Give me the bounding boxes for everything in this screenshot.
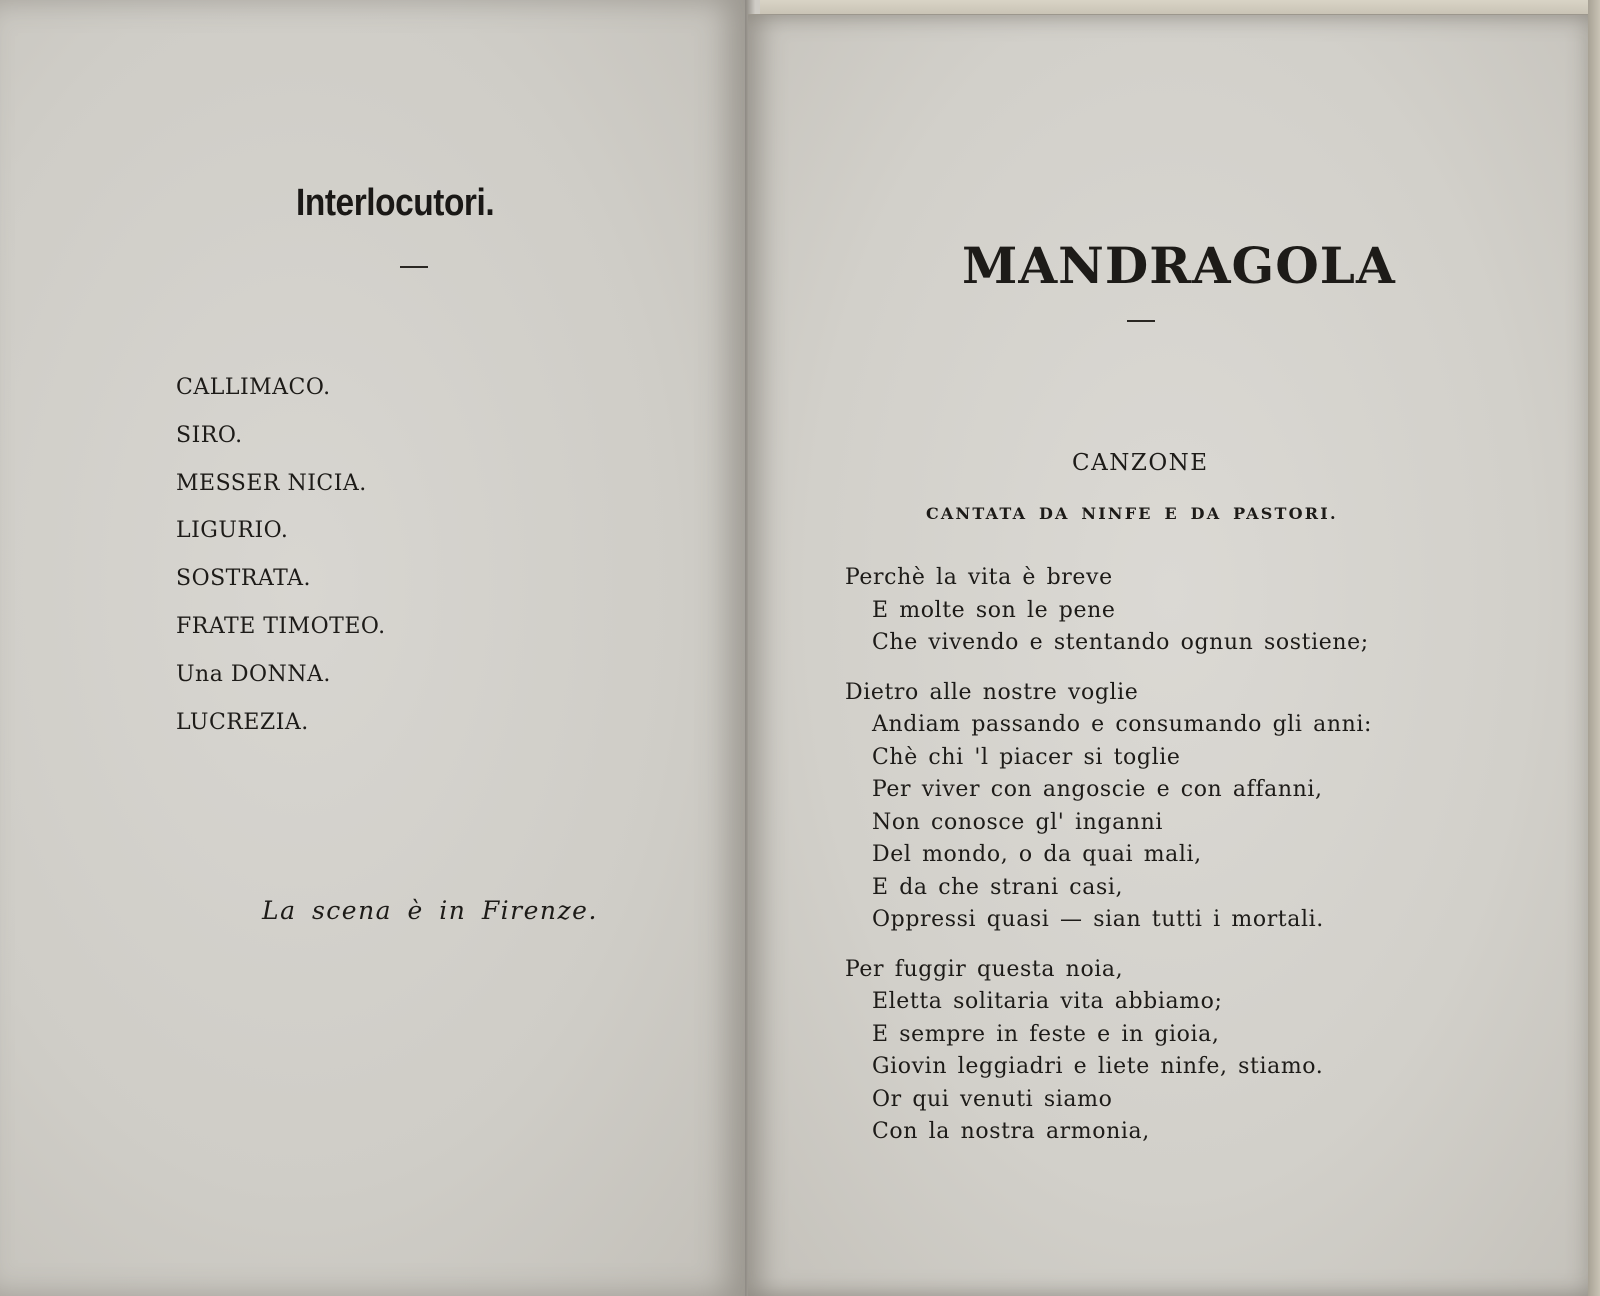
character-item: CALLIMACO. — [176, 375, 331, 400]
character-item: MESSER NICIA. — [176, 470, 367, 496]
character-item: FRATE TIMOTEO. — [176, 613, 386, 639]
poem-line: E da che strani casi, — [872, 874, 1124, 900]
character-item: SIRO. — [176, 422, 243, 448]
page-edge — [1588, 0, 1600, 1296]
right-heading-dash — [1127, 320, 1155, 322]
character-item: LUCREZIA. — [176, 709, 309, 735]
mandragola-title: MANDRAGOLA — [962, 236, 1396, 295]
poem-line: Per viver con angoscie e con affanni, — [872, 777, 1323, 802]
stanza — [845, 562, 1485, 660]
stanza — [845, 954, 1485, 1149]
poem-line: Or qui venuti siamo — [872, 1086, 1113, 1112]
scene-note: La scena è in Firenze. — [262, 896, 598, 925]
poem-line: Oppressi quasi — sian tutti i mortali. — [872, 907, 1324, 932]
poem-line: Dietro alle nostre voglie — [845, 679, 1139, 705]
character-item: Una DONNA. — [176, 661, 331, 687]
character-item: LIGURIO. — [176, 518, 289, 544]
left-page — [0, 0, 745, 1296]
poem-line: Eletta solitaria vita abbiamo; — [872, 989, 1223, 1014]
poem-line: Giovin leggiadri e liete ninfe, stiamo. — [872, 1054, 1324, 1079]
interlocutori-heading: Interlocutori. — [296, 182, 495, 224]
stanza — [845, 677, 1485, 937]
poem-line: Che vivendo e stentando ognun sostiene; — [872, 630, 1369, 655]
cantata-subheading: CANTATA DA NINFE E DA PASTORI. — [926, 504, 1338, 523]
poem-line: Del mondo, o da quai mali, — [872, 842, 1202, 867]
poem-line: Per fuggir questa noia, — [845, 956, 1124, 982]
poem-line: Chè chi 'l piacer si toglie — [872, 744, 1181, 770]
poem-line: Perchè la vita è breve — [845, 565, 1113, 590]
character-list — [176, 372, 386, 754]
canzone-heading: CANZONE — [1072, 450, 1209, 476]
left-heading-dash — [400, 266, 428, 268]
poem-line: Con la nostra armonia, — [872, 1119, 1150, 1144]
poem-line: E molte son le pene — [872, 597, 1116, 623]
character-item: SOSTRATA. — [176, 566, 311, 592]
poem-line: Andiam passando e consumando gli anni: — [872, 712, 1373, 737]
poem — [845, 562, 1485, 1166]
poem-line: Non conosce gl' inganni — [872, 809, 1163, 835]
poem-line: E sempre in feste e in gioia, — [872, 1021, 1220, 1047]
